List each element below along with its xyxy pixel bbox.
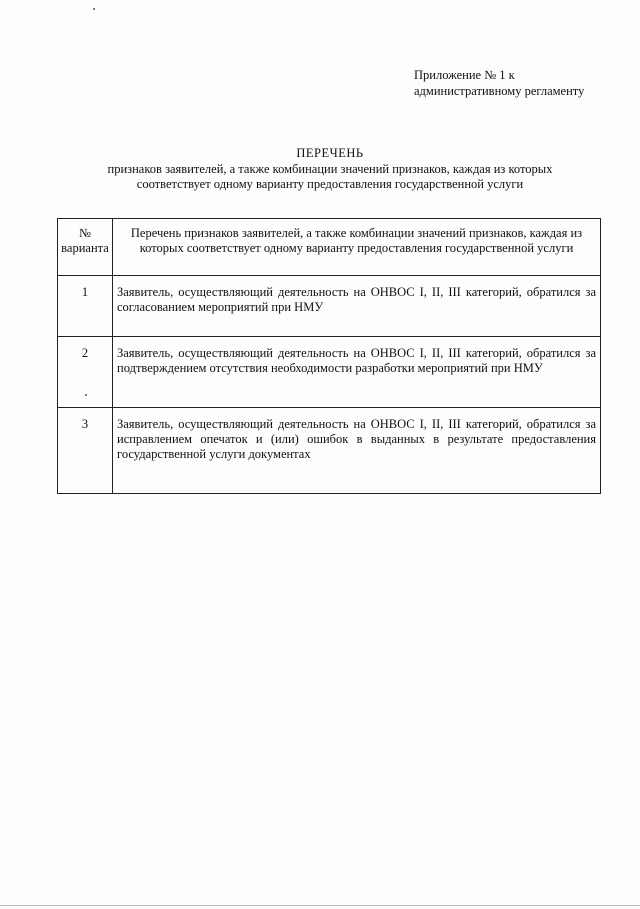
scan-speck (85, 394, 87, 396)
variant-description-cell: Заявитель, осуществляющий деятельность на ОНВОС I, II, III категорий, обратился за исправлением опечаток и (или) ошибок в выданных в результате предоставления государственной услуги документах (113, 408, 601, 494)
header-criteria-list: Перечень признаков заявителей, а также комбинации значений признаков, каждая из которых соответствует одному варианту предоставления государственной услуги (113, 219, 601, 276)
table-row (58, 408, 601, 494)
appendix-line-2: административному регламенту (414, 84, 585, 98)
scan-speck (93, 8, 95, 10)
variants-table (57, 218, 601, 494)
table-row (58, 337, 601, 408)
variant-number-cell: 3 (58, 408, 113, 494)
appendix-line-1: Приложение № 1 к (414, 68, 515, 82)
appendix-note (414, 67, 584, 99)
document-subtitle-line-1: признаков заявителей, а также комбинации значений признаков, каждая из которых (107, 162, 553, 176)
header-number-sign: № (79, 226, 91, 240)
variant-description-cell: Заявитель, осуществляющий деятельность на ОНВОС I, II, III категорий, обратился за подтверждением отсутствия необходимости разработки мероприятий при НМУ (113, 337, 601, 408)
header-variant-number (58, 219, 113, 276)
scan-edge-line (0, 905, 640, 906)
document-subtitle-line-2: соответствует одному варианту предоставления государственной услуги (136, 177, 524, 191)
variant-number-cell: 1 (58, 276, 113, 337)
document-heading (60, 146, 600, 192)
variant-description-cell: Заявитель, осуществляющий деятельность на ОНВОС I, II, III категорий, обратился за согласованием мероприятий при НМУ (113, 276, 601, 337)
document-title: ПЕРЕЧЕНЬ (296, 146, 364, 160)
header-variant-word: варианта (61, 241, 109, 255)
table-row (58, 276, 601, 337)
variant-number-cell: 2 (58, 337, 113, 408)
table-header-row (58, 219, 601, 276)
